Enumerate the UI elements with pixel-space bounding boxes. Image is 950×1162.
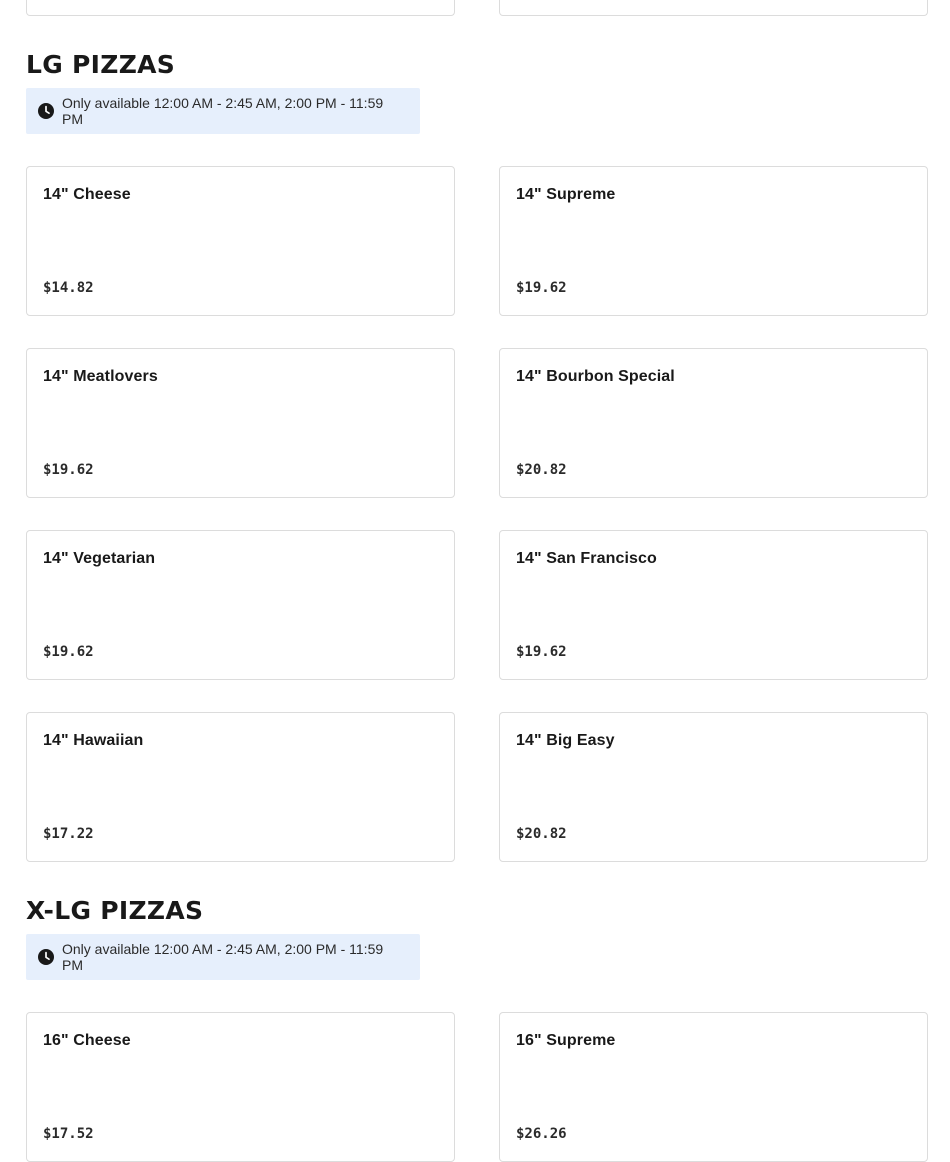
menu-item-card[interactable] xyxy=(26,166,455,316)
menu-item-price: $19.62 xyxy=(43,644,94,660)
menu-item-card[interactable] xyxy=(26,1012,455,1162)
menu-item-name: 14" Big Easy xyxy=(516,732,615,749)
menu-item-name: 14" Vegetarian xyxy=(43,550,156,567)
menu-item-card[interactable] xyxy=(499,530,928,680)
menu-item-name: 14" Supreme xyxy=(516,186,616,203)
availability-text: Only available 12:00 AM - 2:45 AM, 2:00 PM - 11:59 PM xyxy=(62,941,384,973)
menu-item-card[interactable] xyxy=(26,712,455,862)
menu-item-name: 14" Bourbon Special xyxy=(516,368,675,385)
menu-item-price: $17.22 xyxy=(43,826,94,842)
menu-item-price: $14.82 xyxy=(43,280,94,296)
menu-item-name: 16" Cheese xyxy=(43,1032,131,1049)
menu-item-card[interactable] xyxy=(499,166,928,316)
menu-item-card[interactable] xyxy=(499,0,928,16)
menu-item-name: 14" Hawaiian xyxy=(43,732,144,749)
menu-item-price: $20.82 xyxy=(516,462,567,478)
section-title: LG PIZZAS xyxy=(26,50,176,79)
menu-item-card[interactable] xyxy=(499,1012,928,1162)
menu-item-name: 14" Meatlovers xyxy=(43,368,158,385)
menu-item-card[interactable] xyxy=(26,348,455,498)
menu-item-price: $26.26 xyxy=(516,1126,567,1142)
availability-text: Only available 12:00 AM - 2:45 AM, 2:00 PM - 11:59 PM xyxy=(62,95,384,127)
menu-item-name: 14" Cheese xyxy=(43,186,131,203)
menu-item-price: $19.62 xyxy=(516,644,567,660)
clock-icon xyxy=(38,949,54,965)
menu-item-card[interactable] xyxy=(26,0,455,16)
menu-item-name: 16" Supreme xyxy=(516,1032,616,1049)
menu-item-name: 14" San Francisco xyxy=(516,550,657,567)
section-title: X-LG PIZZAS xyxy=(26,896,204,925)
menu-item-price: $17.52 xyxy=(43,1126,94,1142)
menu-item-card[interactable] xyxy=(499,348,928,498)
menu-item-card[interactable] xyxy=(26,530,455,680)
menu-item-price: $19.62 xyxy=(43,462,94,478)
availability-banner xyxy=(26,934,420,980)
clock-icon xyxy=(38,103,54,119)
availability-banner xyxy=(26,88,420,134)
menu-item-price: $19.62 xyxy=(516,280,567,296)
menu-item-price: $20.82 xyxy=(516,826,567,842)
menu-item-card[interactable] xyxy=(499,712,928,862)
